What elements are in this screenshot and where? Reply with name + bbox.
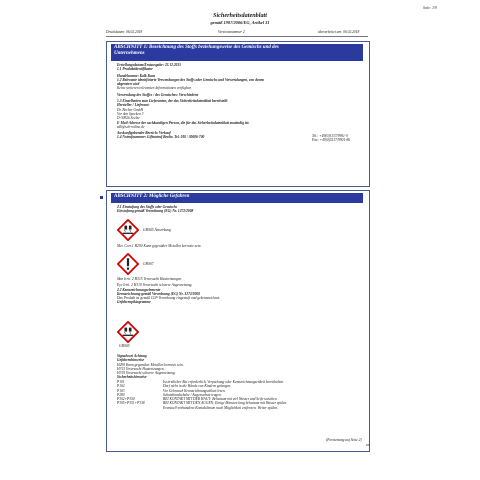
text-line: Sicherheitshinweise xyxy=(117,375,147,380)
met-corr-statement: Met. Corr.1 H290 Kann gegenüber Metallen korrosiv sein. xyxy=(117,244,202,248)
print-date: Druckdatum: 06.02.2018 xyxy=(106,30,143,34)
text-line: Kennzeichnung gemäß Verordnung (EG) Nr. 1272/2008 xyxy=(117,291,200,296)
p-statement-code: P305+P351+P338 xyxy=(117,401,145,406)
text-line: Vor den Specken 3 xyxy=(117,111,144,116)
text-line: Hersteller / Lieferant: xyxy=(117,103,150,108)
text-line: abgeraten wird xyxy=(117,82,140,87)
p-statement-code: P103 xyxy=(117,388,125,393)
text-line: H315 Verursacht Hautreizungen. xyxy=(117,366,165,371)
supplier-fax: Fax: +49(0)5137/9901-86 xyxy=(312,138,351,143)
section2-heading: ABSCHNITT 2: Mögliche Gefahren xyxy=(111,193,363,203)
text-line: Skin Irrit. 2 H315 Verursacht Hautreizungen. xyxy=(117,277,183,281)
text-line: sdb@sch-online.de xyxy=(117,124,145,129)
p-statement-code: P280 xyxy=(117,392,125,397)
p-statement-code: P102 xyxy=(117,384,125,389)
version-number: Versionsnummer 2 xyxy=(218,30,245,34)
text-line: Handelsname: Kalk Raus xyxy=(117,73,156,78)
text-line: 1.2 Relevante identifizierte Verwendungen des Stoffs oder Gemischs und Verwendungen, von denen xyxy=(117,77,265,82)
text-line: Auskunftgebender Bereich: Verkauf xyxy=(117,131,171,136)
text-line: 2.1 Einstufung des Stoffs oder Gemischs xyxy=(117,205,178,209)
section2-classification xyxy=(117,205,363,214)
ghs05-pictogram-icon xyxy=(117,321,139,343)
p-statement-text: BEI KONTAKT MIT DER HAUT: Behutsam mit viel Wasser und Seife waschen. xyxy=(163,397,278,402)
text-line: Gefahrenpiktogramme xyxy=(117,300,151,305)
p-statement-text: Ist ärztlicher Rat erforderlich, Verpackung oder Kennzeichnungsetikett bereithalten. xyxy=(163,380,284,384)
document-title: Sicherheitsdatenblatt xyxy=(213,12,267,19)
text-line: H319 Verursacht schwere Augenreizung. xyxy=(117,371,176,376)
p-statement-text: Vor Gebrauch Kennzeichnungsetikett lesen. xyxy=(163,388,226,393)
p-statement-text: Darf nicht in die Hände von Kindern gelangen. xyxy=(163,384,232,389)
section2-hazard-statements xyxy=(117,354,363,380)
text-line: Eye Irrit. 2 H319 Verursacht schwere Augenreizung. xyxy=(117,283,193,288)
ghs07-exclamation-icon xyxy=(117,253,139,275)
text-line: Gefahrenhinweise xyxy=(117,358,145,363)
p-statement-text: Eventuell vorhandene Kontaktlinsen nach Möglichkeit entfernen. Weiter spülen. xyxy=(163,405,278,410)
text-line: 1.3 Einzelheiten zum Lieferanten, der das Sicherheitsdatenblatt bereitstellt xyxy=(117,99,228,104)
text-line: Signalwort Achtung xyxy=(117,354,147,358)
document-subtitle: gemäß 1907/2006/EG, Artikel 31 xyxy=(210,20,270,25)
text-line: 1.1 Produktidentifikator xyxy=(117,67,153,72)
continued-note: (Fortsetzung auf Seite 2) xyxy=(326,438,362,442)
header-rule xyxy=(106,36,368,37)
section1-heading-line2: Unternehmens xyxy=(114,51,145,56)
ghs05-label: GHS05 Ätzwirkung xyxy=(143,228,171,232)
supplier-tel: Tel.: +49(0)5137/9901-0 xyxy=(312,134,348,138)
precautionary-statements xyxy=(117,380,363,410)
ghs07-label: GHS07 xyxy=(143,262,154,266)
text-line: Keine weiteren relevanten Informationen verfügbar. xyxy=(117,86,192,91)
section2-labelling xyxy=(117,277,363,305)
text-line: H290 Kann gegenüber Metallen korrosiv sein. xyxy=(117,362,184,367)
p-statement-text: Schutzhandschuhe / Augenschutz tragen. xyxy=(163,392,222,397)
ghs05-corrosion-icon xyxy=(117,219,139,241)
text-line: Dr. Becher GmbH xyxy=(117,107,144,112)
ghs05b-label: GHS05 xyxy=(119,344,130,348)
section1-heading-line1: ABSCHNITT 1: Bezeichnung des Stoffs beziehungsweise des Gemischs und des xyxy=(114,45,279,50)
section1-heading xyxy=(111,44,363,61)
revised-date: überarbeitet am: 06.02.2018 xyxy=(318,30,360,34)
p-statement-code: P302+P350 xyxy=(117,397,135,402)
p-statement-text: BEI KONTAKT MIT DEN AUGEN: Einige Minuten lang behutsam mit Wasser spülen. xyxy=(163,401,288,406)
p-statement-code: P101 xyxy=(117,380,125,384)
text-line: D-30926 Seelze xyxy=(117,116,140,121)
page-number: Seite: 1/9 xyxy=(423,6,437,10)
section2-marker xyxy=(100,196,103,199)
text-line: 1.4 Notrufnummer: Giftnotruf Berlin. Tel. 030 / 30686-700 xyxy=(117,135,205,140)
text-line: Erstellungsdatum/Erstausgabe: 23.12.2015 xyxy=(117,63,182,67)
text-line: 2.2 Kennzeichnungselemente xyxy=(117,287,161,292)
text-line: E-Mail-Adresse der sachkundigen Person, die für das Sicherheitsdatenblatt zuständig ist: xyxy=(117,120,250,125)
text-line: Einstufung gemäß Verordnung (EG) Nr. 1272/2008 xyxy=(117,209,194,214)
text-line: Das Produkt ist gemäß CLP-Verordnung eingestuft und gekennzeichnet. xyxy=(117,296,221,301)
footer-code: DE xyxy=(366,444,370,447)
text-line: Verwendung des Stoffes / des Gemisches: Verschiedene xyxy=(117,92,199,97)
